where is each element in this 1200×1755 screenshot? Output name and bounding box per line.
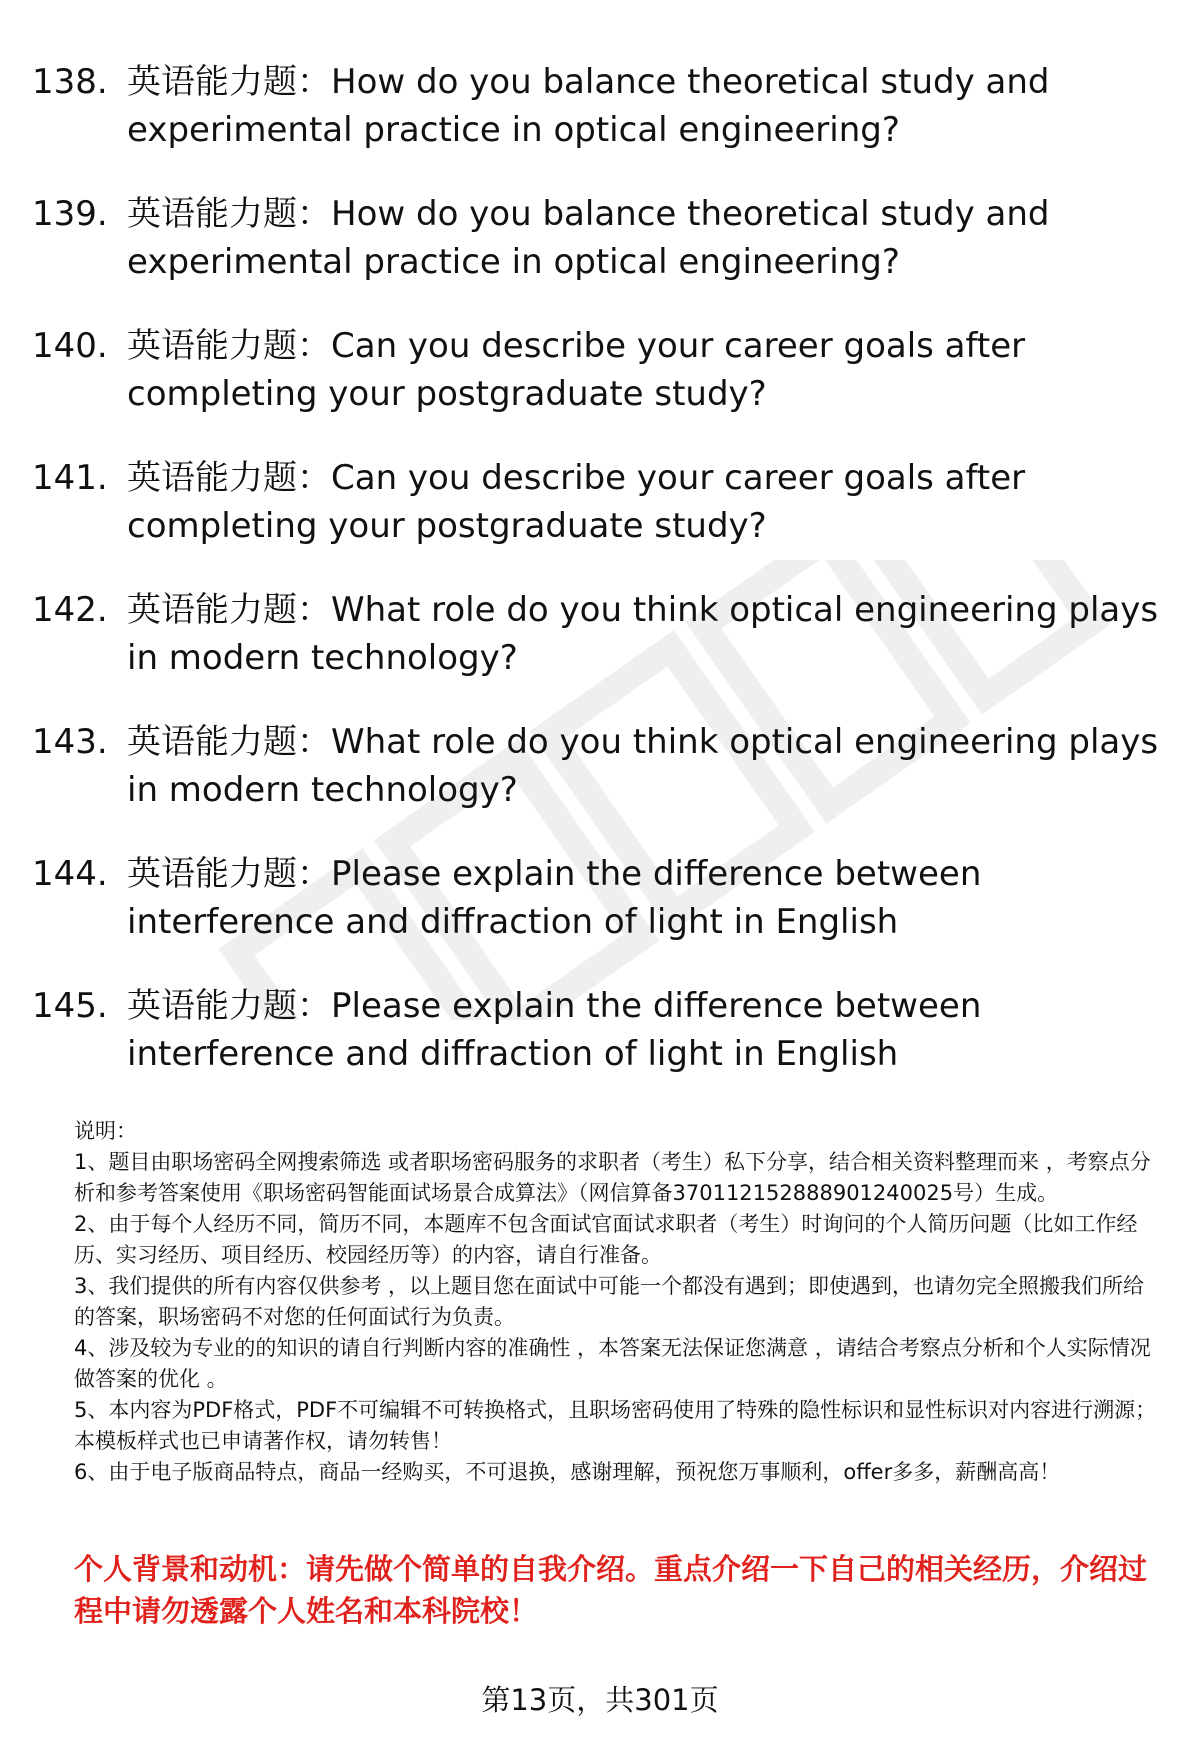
notes-section [74,1116,1164,1488]
note-item: 2、由于每个人经历不同，简历不同，本题库不包含面试官面试求职者（考生）时询问的个人简历问题（比如工作经历、实习经历、项目经历、校园经历等）的内容，请自行准备。 [74,1212,1138,1267]
question-list [32,58,1162,1114]
page-footer: 第13页，共301页 [481,1683,719,1717]
question-item [32,322,1162,454]
question-number: 138. [32,62,108,102]
question-item [32,586,1162,718]
highlight-question: 个人背景和动机：请先做个简单的自我介绍。重点介绍一下自己的相关经历，介绍过程中请勿透露个人姓名和本科院校！ [74,1552,1148,1628]
note-item: 3、我们提供的所有内容仅供参考 ，以上题目您在面试中可能一个都没有遇到；即使遇到，也请勿完全照搬我们所给的答案，职场密码不对您的任何面试行为负责。 [74,1274,1145,1329]
notes-title: 说明： [74,1119,137,1143]
question-text: 英语能力题：What role do you think optical engineering plays in modern technology? [127,722,1159,810]
question-number: 143. [32,722,108,762]
question-item [32,982,1162,1114]
question-text: 英语能力题：Can you describe your career goals after completing your postgraduate study? [127,458,1026,546]
question-number: 145. [32,986,108,1026]
question-number: 139. [32,194,108,234]
question-text: 英语能力题：Please explain the difference between interference and diffraction of light in English [127,986,982,1074]
question-item [32,58,1162,190]
note-item: 1、题目由职场密码全网搜索筛选 或者职场密码服务的求职者（考生）私下分享，结合相关资料整理而来 ，考察点分析和参考答案使用《职场密码智能面试场景合成算法》（网信算备370112152888901240025号）生成。 [74,1150,1151,1205]
note-item: 5、本内容为PDF格式，PDF不可编辑不可转换格式，且职场密码使用了特殊的隐性标识和显性标识对内容进行溯源；本模板样式也已申请著作权，请勿转售！ [74,1398,1157,1453]
question-number: 144. [32,854,108,894]
question-item [32,718,1162,850]
question-text: 英语能力题：How do you balance theoretical study and experimental practice in optical engineering? [127,194,1050,282]
question-text: 英语能力题：How do you balance theoretical study and experimental practice in optical engineering? [127,62,1050,150]
question-number: 142. [32,590,108,630]
question-item [32,850,1162,982]
question-text: 英语能力题：What role do you think optical engineering plays in modern technology? [127,590,1159,678]
note-item: 4、涉及较为专业的的知识的请自行判断内容的准确性 ，本答案无法保证您满意 ，请结合考察点分析和个人实际情况做答案的优化 。 [74,1336,1151,1391]
question-item [32,190,1162,322]
question-text: 英语能力题：Can you describe your career goals after completing your postgraduate study? [127,326,1026,414]
question-number: 141. [32,458,108,498]
note-item: 6、由于电子版商品特点，商品一经购买，不可退换，感谢理解，预祝您万事顺利，offer多多，薪酬高高！ [74,1460,1061,1484]
question-number: 140. [32,326,108,366]
question-text: 英语能力题：Please explain the difference between interference and diffraction of light in English [127,854,982,942]
question-item [32,454,1162,586]
